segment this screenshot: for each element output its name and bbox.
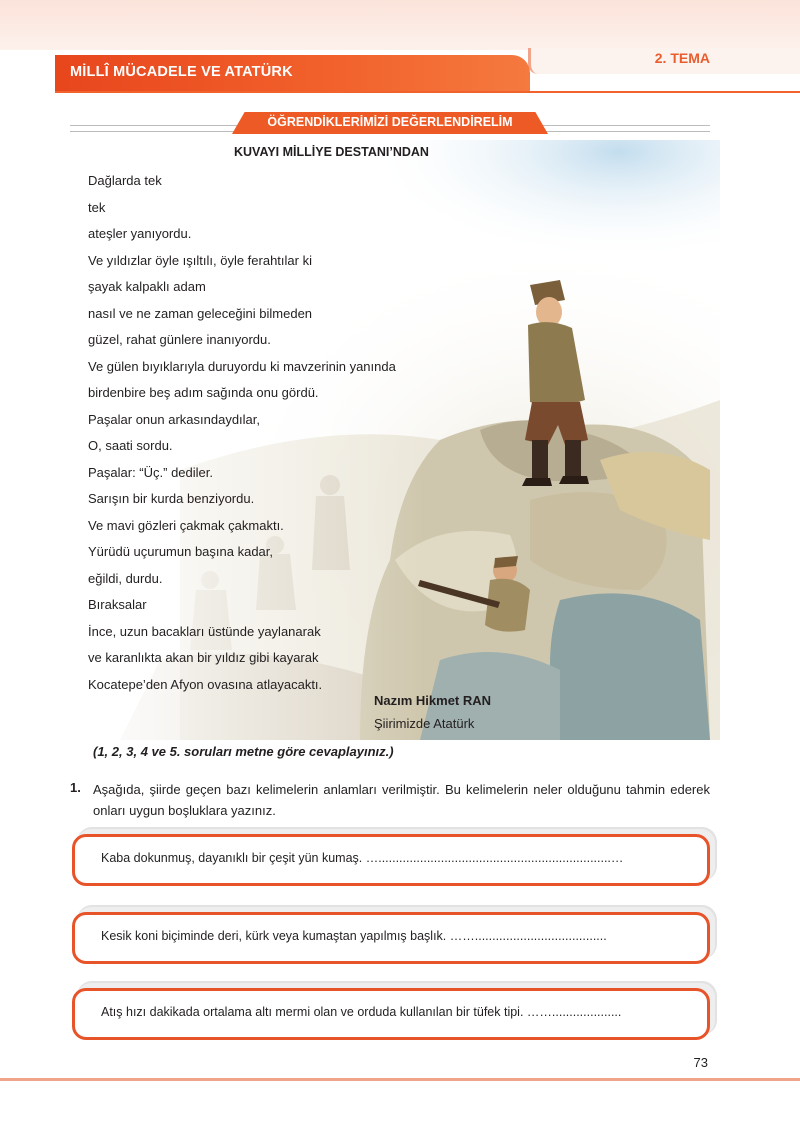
poem-line: Kocatepe’den Afyon ovasına atlayacaktı. (88, 676, 323, 692)
poem-line: tek (88, 199, 106, 215)
poem-line: O, saati sordu. (88, 438, 173, 453)
poem-line: ve karanlıkta akan bir yıldız gibi kayarak (88, 650, 319, 665)
header-band (0, 0, 800, 50)
question-number: 1. (70, 780, 81, 795)
footer-divider (0, 1078, 800, 1081)
poem-line: Sarışın bir kurda benziyordu. (88, 491, 255, 506)
question-text: Aşağıda, şiirde geçen bazı kelimelerin anlamları verilmiştir. Bu kelimelerin neler olduğunu tahmin ederek onları uygun boşluklara yazınız. (93, 782, 710, 818)
answer-prompt: Atış hızı dakikada ortalama altı mermi olan ve orduda kullanılan bir tüfek tipi. …….................... (101, 1005, 622, 1019)
instruction-text: (1, 2, 3, 4 ve 5. soruları metne göre cevaplayınız.) (93, 744, 394, 759)
poem-line: Ve gülen bıyıklarıyla duruyordu ki mavzerinin yanında (88, 358, 396, 374)
poem-line: Ve yıldızlar öyle ışıltılı, öyle ferahtılar ki (88, 252, 312, 268)
page-number: 73 (693, 1055, 708, 1070)
poem-line: Paşalar: “Üç.” dediler. (88, 464, 213, 480)
poem-line: ateşler yanıyordu. (88, 226, 192, 241)
poem-author: Nazım Hikmet RAN (374, 693, 492, 708)
answer-box[interactable] (72, 988, 710, 1040)
poem-line: Dağlarda tek (88, 173, 162, 188)
poem-line: şayak kalpaklı adam (88, 279, 206, 294)
unit-title: MİLLÎ MÜCADELE VE ATATÜRK (70, 64, 293, 80)
poem-source: Şiirimizde Atatürk (374, 716, 475, 731)
poem-line: Yürüdü uçurumun başına kadar, (88, 544, 274, 559)
answer-box[interactable] (72, 834, 710, 886)
poem-line: birdenbire beş adım sağında onu gördü. (88, 385, 319, 400)
poem-line: İnce, uzun bacakları üstünde yaylanarak (88, 623, 321, 639)
poem-line: Paşalar onun arkasındaydılar, (88, 411, 260, 427)
poem-line: eğildi, durdu. (88, 570, 163, 586)
poem-line: Bıraksalar (88, 597, 147, 612)
poem-line: nasıl ve ne zaman geleceğini bilmeden (88, 305, 313, 321)
answer-prompt: Kesik koni biçiminde deri, kürk veya kumaştan yapılmış başlık. ……...................................... (101, 929, 607, 943)
poem-title: KUVAYI MİLLİYE DESTANI’NDAN (234, 145, 429, 159)
tema-label: 2. TEMA (654, 50, 710, 66)
header-divider (55, 91, 800, 93)
poem-lines (88, 168, 396, 698)
answer-box[interactable] (72, 912, 710, 964)
poem-line: Ve mavi gözleri çakmak çakmaktı. (88, 517, 284, 533)
poem-line: güzel, rahat günlere inanıyordu. (88, 332, 271, 347)
answer-prompt: Kaba dokunmuş, dayanıklı bir çeşit yün kumaş. …...................................................................… (101, 851, 624, 865)
section-title: ÖĞRENDİKLERİMİZİ DEĞERLENDİRELİM (267, 115, 513, 129)
